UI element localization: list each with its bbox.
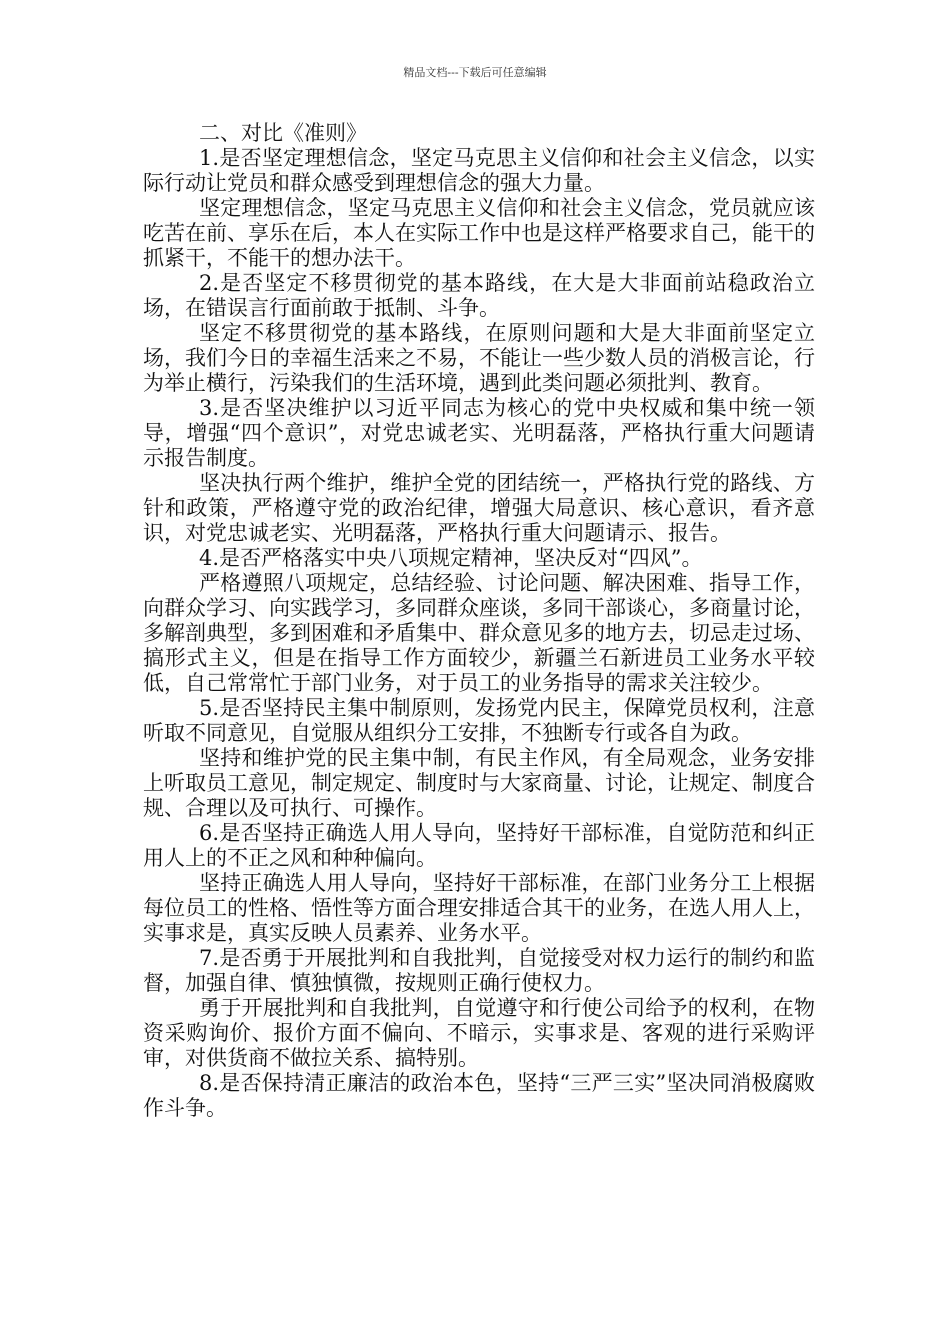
answer-6: 坚持正确选人用人导向，坚持好干部标准，在部门业务分工上根据每位员工的性格、悟性等方面合理安排适合其干的业务，在选人用人上，实事求是，真实反映人员素养、业务水平。 <box>143 871 815 945</box>
question-8: 8.是否保持清正廉洁的政治本色，坚持“三严三实”坚决同消极腐败作斗争。 <box>143 1071 815 1120</box>
question-4: 4.是否严格落实中央八项规定精神，坚决反对“四风”。 <box>199 546 703 570</box>
question-3: 3.是否坚决维护以习近平同志为核心的党中央权威和集中统一领导，增强“四个意识”，对党忠诚老实、光明磊落，严格执行重大问题请示报告制度。 <box>143 396 815 470</box>
question-5: 5.是否坚持民主集中制原则，发扬党内民主，保障党员权利，注意听取不同意见，自觉服从组织分工安排，不独断专行或各自为政。 <box>143 696 815 745</box>
answer-2: 坚定不移贯彻党的基本路线，在原则问题和大是大非面前坚定立场，我们今日的幸福生活来之不易，不能让一些少数人员的消极言论，行为举止横行，污染我们的生活环境，遇到此类问题必须批判、教育。 <box>143 321 815 395</box>
answer-7: 勇于开展批判和自我批判，自觉遵守和行使公司给予的权利，在物资采购询价、报价方面不偏向、不暗示，实事求是、客观的进行采购评审，对供货商不做拉关系、搞特别。 <box>143 996 815 1070</box>
answer-5: 坚持和维护党的民主集中制，有民主作风，有全局观念，业务安排上听取员工意见，制定规定、制度时与大家商量、讨论，让规定、制度合规、合理以及可执行、可操作。 <box>143 746 815 820</box>
question-2: 2.是否坚定不移贯彻党的基本路线，在大是大非面前站稳政治立场，在错误言行面前敢于抵制、斗争。 <box>143 271 815 320</box>
answer-1: 坚定理想信念，坚定马克思主义信仰和社会主义信念，党员就应该吃苦在前、享乐在后，本人在实际工作中也是这样严格要求自己，能干的抓紧干，不能干的想办法干。 <box>143 196 815 270</box>
section-heading: 二、对比《准则》 <box>199 121 367 145</box>
question-6: 6.是否坚持正确选人用人导向，坚持好干部标准，自觉防范和纠正用人上的不正之风和种种偏向。 <box>143 821 815 870</box>
question-7: 7.是否勇于开展批判和自我批判，自觉接受对权力运行的制约和监督，加强自律、慎独慎微，按规则正确行使权力。 <box>143 946 815 995</box>
answer-3: 坚决执行两个维护，维护全党的团结统一，严格执行党的路线、方针和政策，严格遵守党的政治纪律，增强大局意识、核心意识，看齐意识，对党忠诚老实、光明磊落，严格执行重大问题请示、报告。 <box>143 471 815 545</box>
question-1: 1.是否坚定理想信念，坚定马克思主义信仰和社会主义信念，以实际行动让党员和群众感受到理想信念的强大力量。 <box>143 146 815 195</box>
page-header: 精品文档---下载后可任意编辑 <box>403 66 547 79</box>
document-body <box>143 121 815 1121</box>
answer-4: 严格遵照八项规定，总结经验、讨论问题、解决困难、指导工作，向群众学习、向实践学习，多同群众座谈，多同干部谈心，多商量讨论，多解剖典型，多到困难和矛盾集中、群众意见多的地方去，切忌走过场、搞形式主义，但是在指导工作方面较少，新疆兰石新进员工业务水平较低，自己常常忙于部门业务，对于员工的业务指导的需求关注较少。 <box>143 571 815 695</box>
